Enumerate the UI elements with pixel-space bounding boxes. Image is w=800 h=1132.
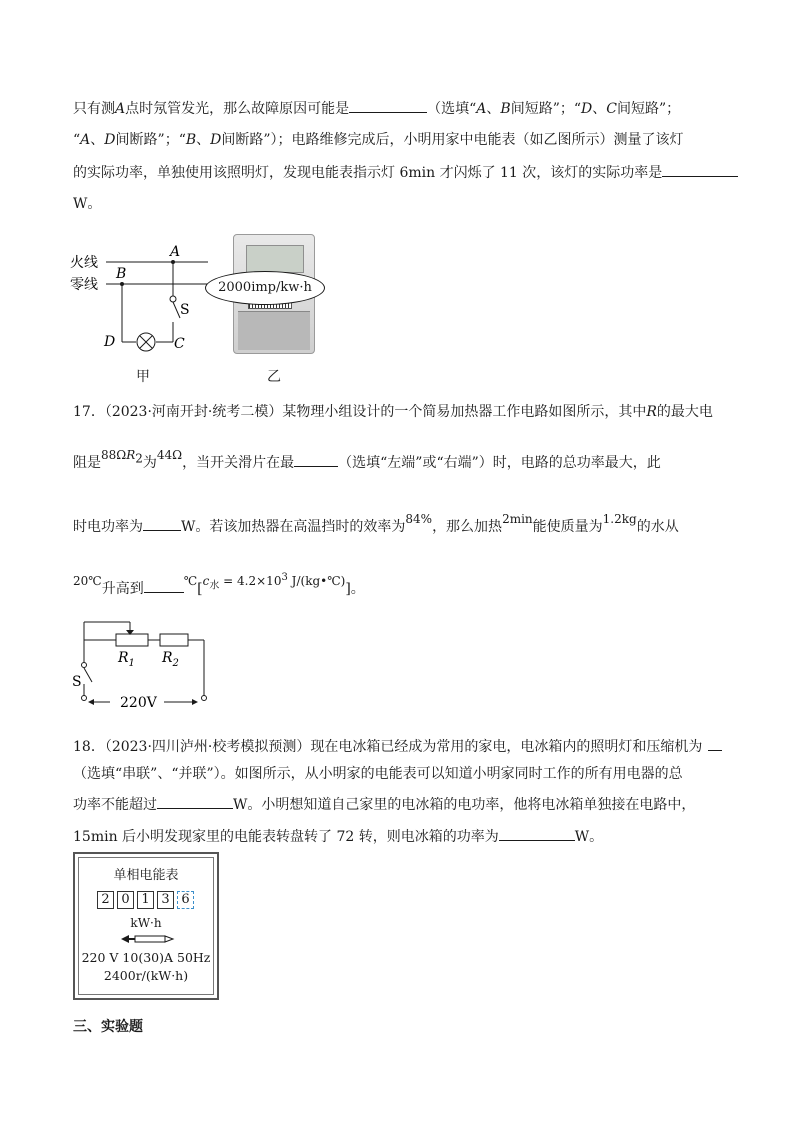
meter-spec-rating: 220 V 10(30)A 50Hz (81, 950, 211, 965)
q16-line-4: W。 (73, 196, 102, 212)
meter-unit: kW·h (130, 916, 162, 930)
voltage-label: 220V (120, 695, 157, 711)
answer-blank[interactable] (157, 794, 233, 809)
point-c-label: C (174, 336, 185, 352)
meter-constant-callout: 2000imp/kw·h (205, 271, 325, 305)
point-d-label: D (104, 334, 116, 350)
rotation-arrow-icon (119, 934, 175, 944)
figure-caption-jia: 甲 (136, 369, 150, 385)
q18-line-1: 18．（2023·四川泸州·校考模拟预测）现在电冰箱已经成为常用的家电，电冰箱内的照明灯和压缩机为 (73, 736, 722, 757)
q16-line-1: 只有测A点时氖管发光，那么故障原因可能是 （选填“A、B间短路”；“D、C间短路”； (73, 98, 680, 119)
answer-blank[interactable] (349, 98, 427, 113)
section-heading: 三、实验题 (73, 1019, 143, 1035)
circuit-figure-jia (68, 240, 218, 380)
figure-caption-yi: 乙 (267, 369, 281, 385)
answer-blank[interactable] (708, 736, 722, 751)
meter-spec-constant: 2400r/(kW·h) (103, 968, 189, 983)
meter-digits (97, 891, 194, 909)
resistor-r2 (160, 634, 188, 646)
point-a-label: A (170, 244, 181, 260)
heater-circuit-figure (68, 616, 218, 716)
q16-line-2: “A、D间断路”；“B、D间断路”）；电路维修完成后，小明用家中电能表（如乙图所示）测量了该灯 (73, 132, 684, 148)
meter-terminal-block (238, 311, 310, 350)
r2-label: $R_2$ (162, 650, 179, 669)
q16-line-3: 的实际功率，单独使用该照明灯，发现电能表指示灯 6min 才闪烁了 11 次，该灯的实际功率是 (73, 162, 738, 183)
meter-digit: 1 (137, 891, 154, 909)
q17-line-4: 20℃升高到 $℃[c_水 = 4.2\times 10^3$ J/(kg•℃)]。 (73, 572, 365, 597)
q18-line-3: 功率不能超过 W。小明想知道自己家里的电冰箱的电功率，他将电冰箱单独接在电路中， (73, 794, 695, 815)
answer-blank[interactable] (294, 452, 338, 467)
q18-line-2: （选填“串联”、“并联”）。如图所示，从小明家的电能表可以知道小明家同时工作的所有用电器的总 (73, 766, 683, 782)
answer-blank[interactable] (144, 578, 184, 593)
resistor-r1 (116, 634, 148, 646)
q17-line-1: 17．（2023·河南开封·统考二模）某物理小组设计的一个简易加热器工作电路如图所示，其中R的最大电 (73, 404, 713, 420)
meter-digit: 2 (97, 891, 114, 909)
switch-s-label: S (180, 302, 190, 318)
q17-line-3: 时电功率为 W。若该加热器在高温挡时的效率为84%，那么加热2min能使质量为1.2kg的水从 (73, 512, 679, 535)
q17-line-2: 阻是$88\Omega R_2$为44Ω，当开关滑片在最 （选填“左端”或“右端”）时，电路的总功率最大，此 (73, 448, 661, 471)
q18-line-4: 15min 后小明发现家里的电能表转盘转了 72 转，则电冰箱的功率为 W。 (73, 826, 603, 847)
neutral-wire-label: 零线 (70, 277, 98, 293)
r1-label: $R_1$ (118, 650, 135, 669)
switch-s-label: S (72, 674, 82, 690)
arrow-left-icon (88, 699, 94, 705)
arrow-right-icon (192, 699, 198, 705)
answer-blank[interactable] (143, 516, 181, 531)
meter-screen (246, 245, 304, 273)
single-phase-meter-figure (73, 852, 219, 1000)
answer-blank[interactable] (662, 162, 738, 177)
meter-title: 单相电能表 (113, 868, 179, 883)
meter-digit-decimal: 6 (177, 891, 194, 909)
fire-wire-label: 火线 (70, 255, 98, 271)
answer-blank[interactable] (499, 826, 575, 841)
meter-digit: 3 (157, 891, 174, 909)
meter-digit: 0 (117, 891, 134, 909)
point-b-label: B (116, 266, 127, 282)
